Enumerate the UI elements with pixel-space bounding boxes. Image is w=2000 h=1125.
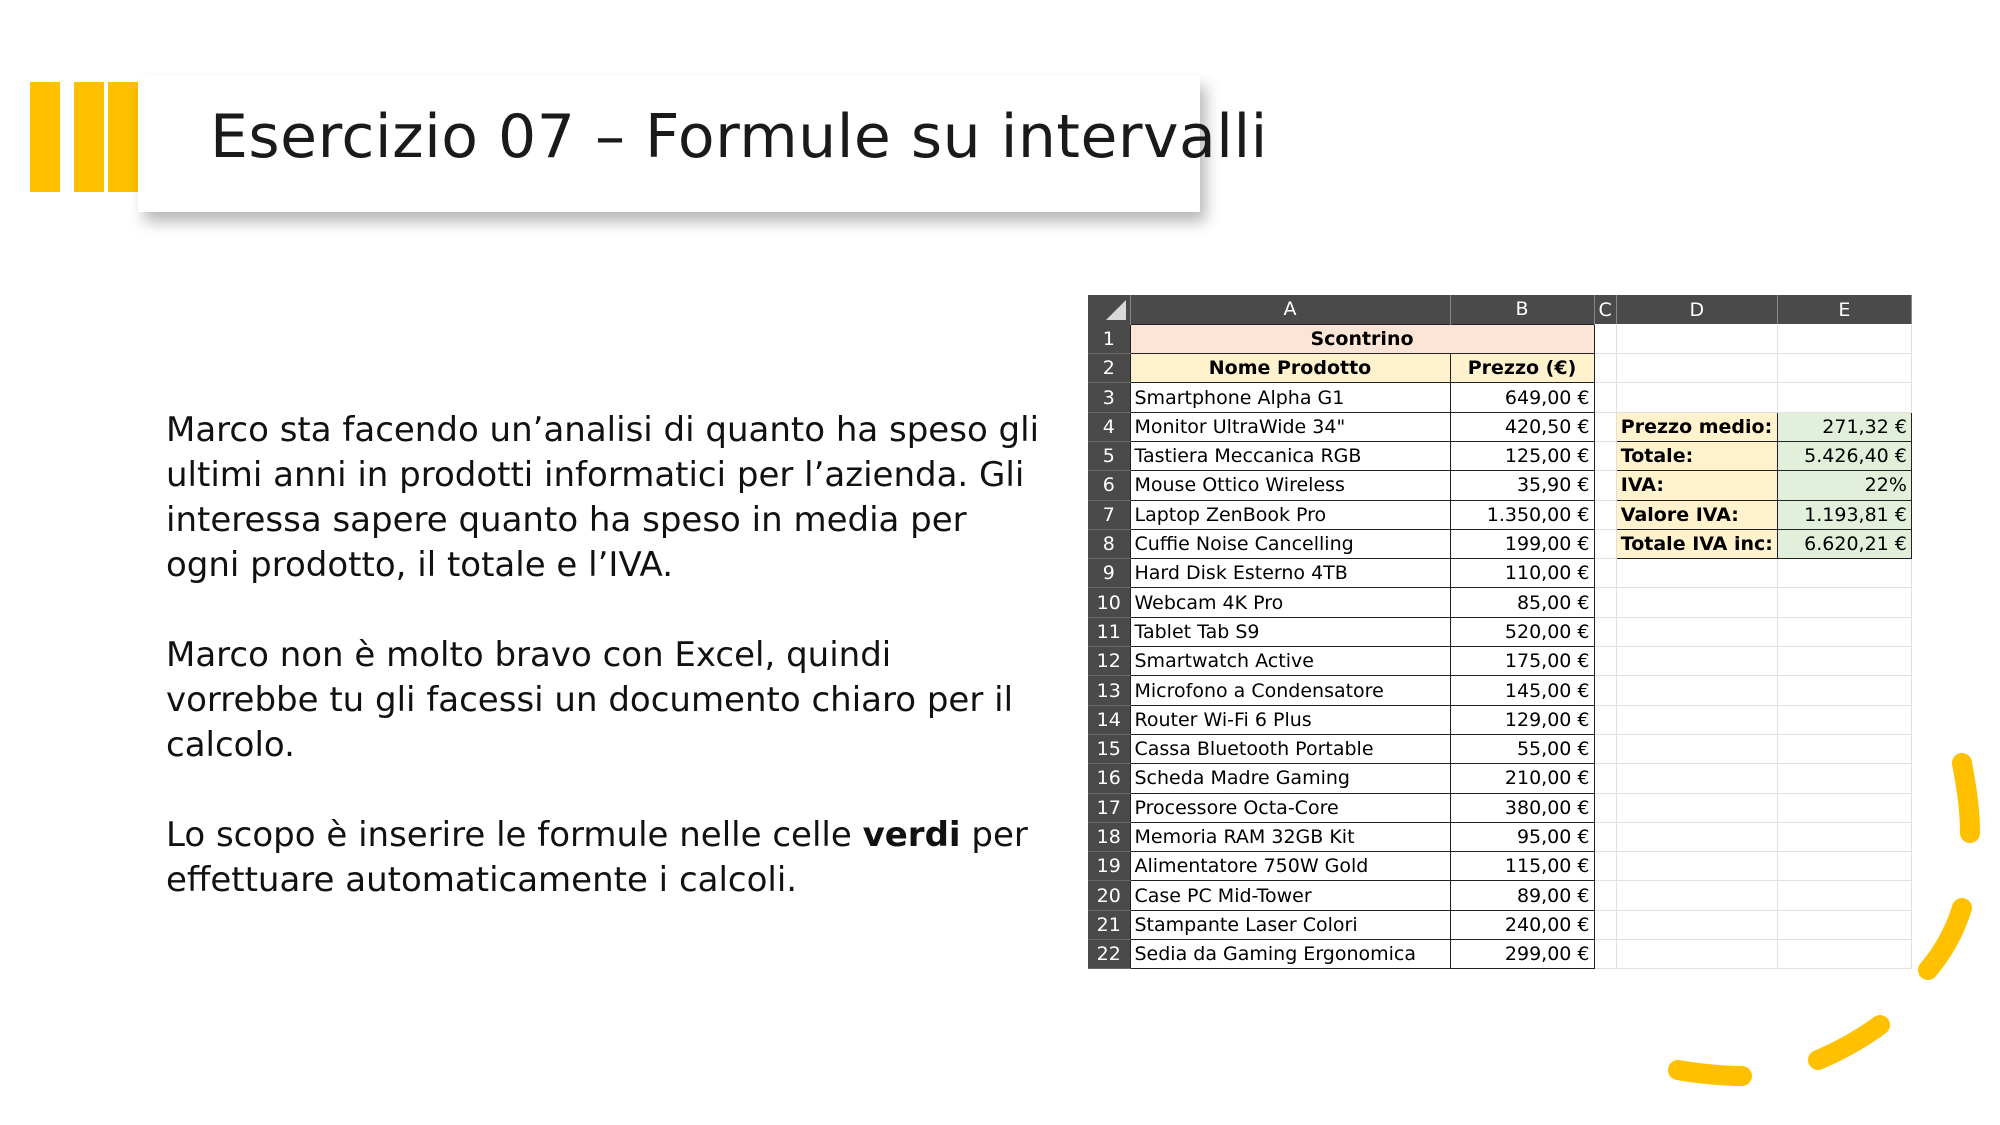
cell-product-price[interactable]: 240,00 €	[1450, 910, 1594, 939]
cell-product-price[interactable]: 299,00 €	[1450, 940, 1594, 969]
cell-product-price[interactable]: 145,00 €	[1450, 676, 1594, 705]
cell-product-name[interactable]: Processore Octa-Core	[1130, 793, 1450, 822]
cell-header-price[interactable]: Prezzo (€)	[1450, 354, 1594, 383]
curve-dash-1	[1962, 763, 1970, 833]
summary-label[interactable]: Totale IVA inc:	[1616, 529, 1777, 558]
cell-product-name[interactable]: Smartwatch Active	[1130, 647, 1450, 676]
cell-product-price[interactable]: 110,00 €	[1450, 559, 1594, 588]
row-number[interactable]: 4	[1088, 412, 1130, 441]
curve-dash-2	[1928, 908, 1962, 970]
cell-product-name[interactable]: Hard Disk Esterno 4TB	[1130, 559, 1450, 588]
cell-product-price[interactable]: 55,00 €	[1450, 734, 1594, 763]
cell-product-price[interactable]: 380,00 €	[1450, 793, 1594, 822]
cell-product-price[interactable]: 199,00 €	[1450, 529, 1594, 558]
row-number[interactable]: 2	[1088, 354, 1130, 383]
row-number[interactable]: 15	[1088, 734, 1130, 763]
summary-value[interactable]: 1.193,81 €	[1777, 500, 1911, 529]
cell-product-name[interactable]: Tablet Tab S9	[1130, 617, 1450, 646]
summary-label[interactable]: Valore IVA:	[1616, 500, 1777, 529]
cell-product-name[interactable]: Scheda Madre Gaming	[1130, 764, 1450, 793]
summary-label[interactable]: Prezzo medio:	[1616, 412, 1777, 441]
row-number[interactable]: 10	[1088, 588, 1130, 617]
row-number[interactable]: 13	[1088, 676, 1130, 705]
cell-product-price[interactable]: 95,00 €	[1450, 822, 1594, 851]
row-number[interactable]: 8	[1088, 529, 1130, 558]
cell-header-name[interactable]: Nome Prodotto	[1130, 354, 1450, 383]
row-number[interactable]: 1	[1088, 324, 1130, 353]
summary-value[interactable]: 5.426,40 €	[1777, 441, 1911, 470]
cell-product-price[interactable]: 210,00 €	[1450, 764, 1594, 793]
row-number[interactable]: 12	[1088, 647, 1130, 676]
row-number[interactable]: 21	[1088, 910, 1130, 939]
cell-product-name[interactable]: Microfono a Condensatore	[1130, 676, 1450, 705]
row-number[interactable]: 7	[1088, 500, 1130, 529]
summary-value[interactable]: 271,32 €	[1777, 412, 1911, 441]
cell-product-name[interactable]: Cassa Bluetooth Portable	[1130, 734, 1450, 763]
cell-product-name[interactable]: Tastiera Meccanica RGB	[1130, 441, 1450, 470]
cell-product-price[interactable]: 85,00 €	[1450, 588, 1594, 617]
cell-product-name[interactable]: Stampante Laser Colori	[1130, 910, 1450, 939]
cell-product-name[interactable]: Mouse Ottico Wireless	[1130, 471, 1450, 500]
cell-product-price[interactable]: 420,50 €	[1450, 412, 1594, 441]
row-number[interactable]: 18	[1088, 822, 1130, 851]
cell-product-name[interactable]: Memoria RAM 32GB Kit	[1130, 822, 1450, 851]
cell-scontrino-title[interactable]: Scontrino	[1130, 324, 1594, 353]
paragraph-2: Marco non è molto bravo con Excel, quindi vorrebbe tu gli facessi un documento chiaro per il calcolo.	[166, 635, 1014, 765]
row-number[interactable]: 19	[1088, 852, 1130, 881]
paragraph-1: Marco sta facendo un’analisi di quanto ha speso gli ultimi anni in prodotti informatici per l’azienda. Gli interessa sapere quanto ha speso in media per ogni prodotto, il totale e l’IVA.	[166, 410, 1040, 585]
cell-product-price[interactable]: 89,00 €	[1450, 881, 1594, 910]
column-header-c[interactable]: C	[1594, 295, 1616, 324]
cell-product-price[interactable]: 1.350,00 €	[1450, 500, 1594, 529]
cell-product-name[interactable]: Sedia da Gaming Ergonomica	[1130, 940, 1450, 969]
cell-product-name[interactable]: Alimentatore 750W Gold	[1130, 852, 1450, 881]
cell-product-price[interactable]: 175,00 €	[1450, 647, 1594, 676]
cell-product-name[interactable]: Cuffie Noise Cancelling	[1130, 529, 1450, 558]
row-number[interactable]: 5	[1088, 441, 1130, 470]
column-header-d[interactable]: D	[1616, 295, 1777, 324]
cell-product-name[interactable]: Case PC Mid-Tower	[1130, 881, 1450, 910]
cell-product-name[interactable]: Router Wi-Fi 6 Plus	[1130, 705, 1450, 734]
cell-product-name[interactable]: Smartphone Alpha G1	[1130, 383, 1450, 412]
row-number[interactable]: 6	[1088, 471, 1130, 500]
cell-product-name[interactable]: Webcam 4K Pro	[1130, 588, 1450, 617]
curve-dash-3	[1818, 1025, 1880, 1060]
row-number[interactable]: 9	[1088, 559, 1130, 588]
summary-value[interactable]: 22%	[1777, 471, 1911, 500]
row-number[interactable]: 22	[1088, 940, 1130, 969]
paragraph-3-bold: verdi	[862, 815, 961, 855]
paragraph-3-start: Lo scopo è inserire le formule nelle celle	[166, 815, 863, 855]
row-number[interactable]: 11	[1088, 617, 1130, 646]
column-header-a[interactable]: A	[1130, 295, 1450, 324]
cell-product-name[interactable]: Laptop ZenBook Pro	[1130, 500, 1450, 529]
row-number[interactable]: 3	[1088, 383, 1130, 412]
summary-value[interactable]: 6.620,21 €	[1777, 529, 1911, 558]
cell-product-price[interactable]: 129,00 €	[1450, 705, 1594, 734]
row-number[interactable]: 20	[1088, 881, 1130, 910]
column-header-b[interactable]: B	[1450, 295, 1594, 324]
row-number[interactable]: 17	[1088, 793, 1130, 822]
column-header-e[interactable]: E	[1777, 295, 1911, 324]
summary-label[interactable]: Totale:	[1616, 441, 1777, 470]
row-number[interactable]: 14	[1088, 705, 1130, 734]
paragraph-3-end: per effettuare automaticamente i calcoli.	[166, 815, 1028, 900]
cell-product-price[interactable]: 520,00 €	[1450, 617, 1594, 646]
curve-dash-4	[1678, 1070, 1742, 1076]
cell-product-price[interactable]: 35,90 €	[1450, 471, 1594, 500]
summary-label[interactable]: IVA:	[1616, 471, 1777, 500]
cell-product-name[interactable]: Monitor UltraWide 34"	[1130, 412, 1450, 441]
cell-product-price[interactable]: 125,00 €	[1450, 441, 1594, 470]
cell-product-price[interactable]: 649,00 €	[1450, 383, 1594, 412]
cell-product-price[interactable]: 115,00 €	[1450, 852, 1594, 881]
row-number[interactable]: 16	[1088, 764, 1130, 793]
slide-title: Esercizio 07 – Formule su intervalli	[210, 102, 1268, 172]
